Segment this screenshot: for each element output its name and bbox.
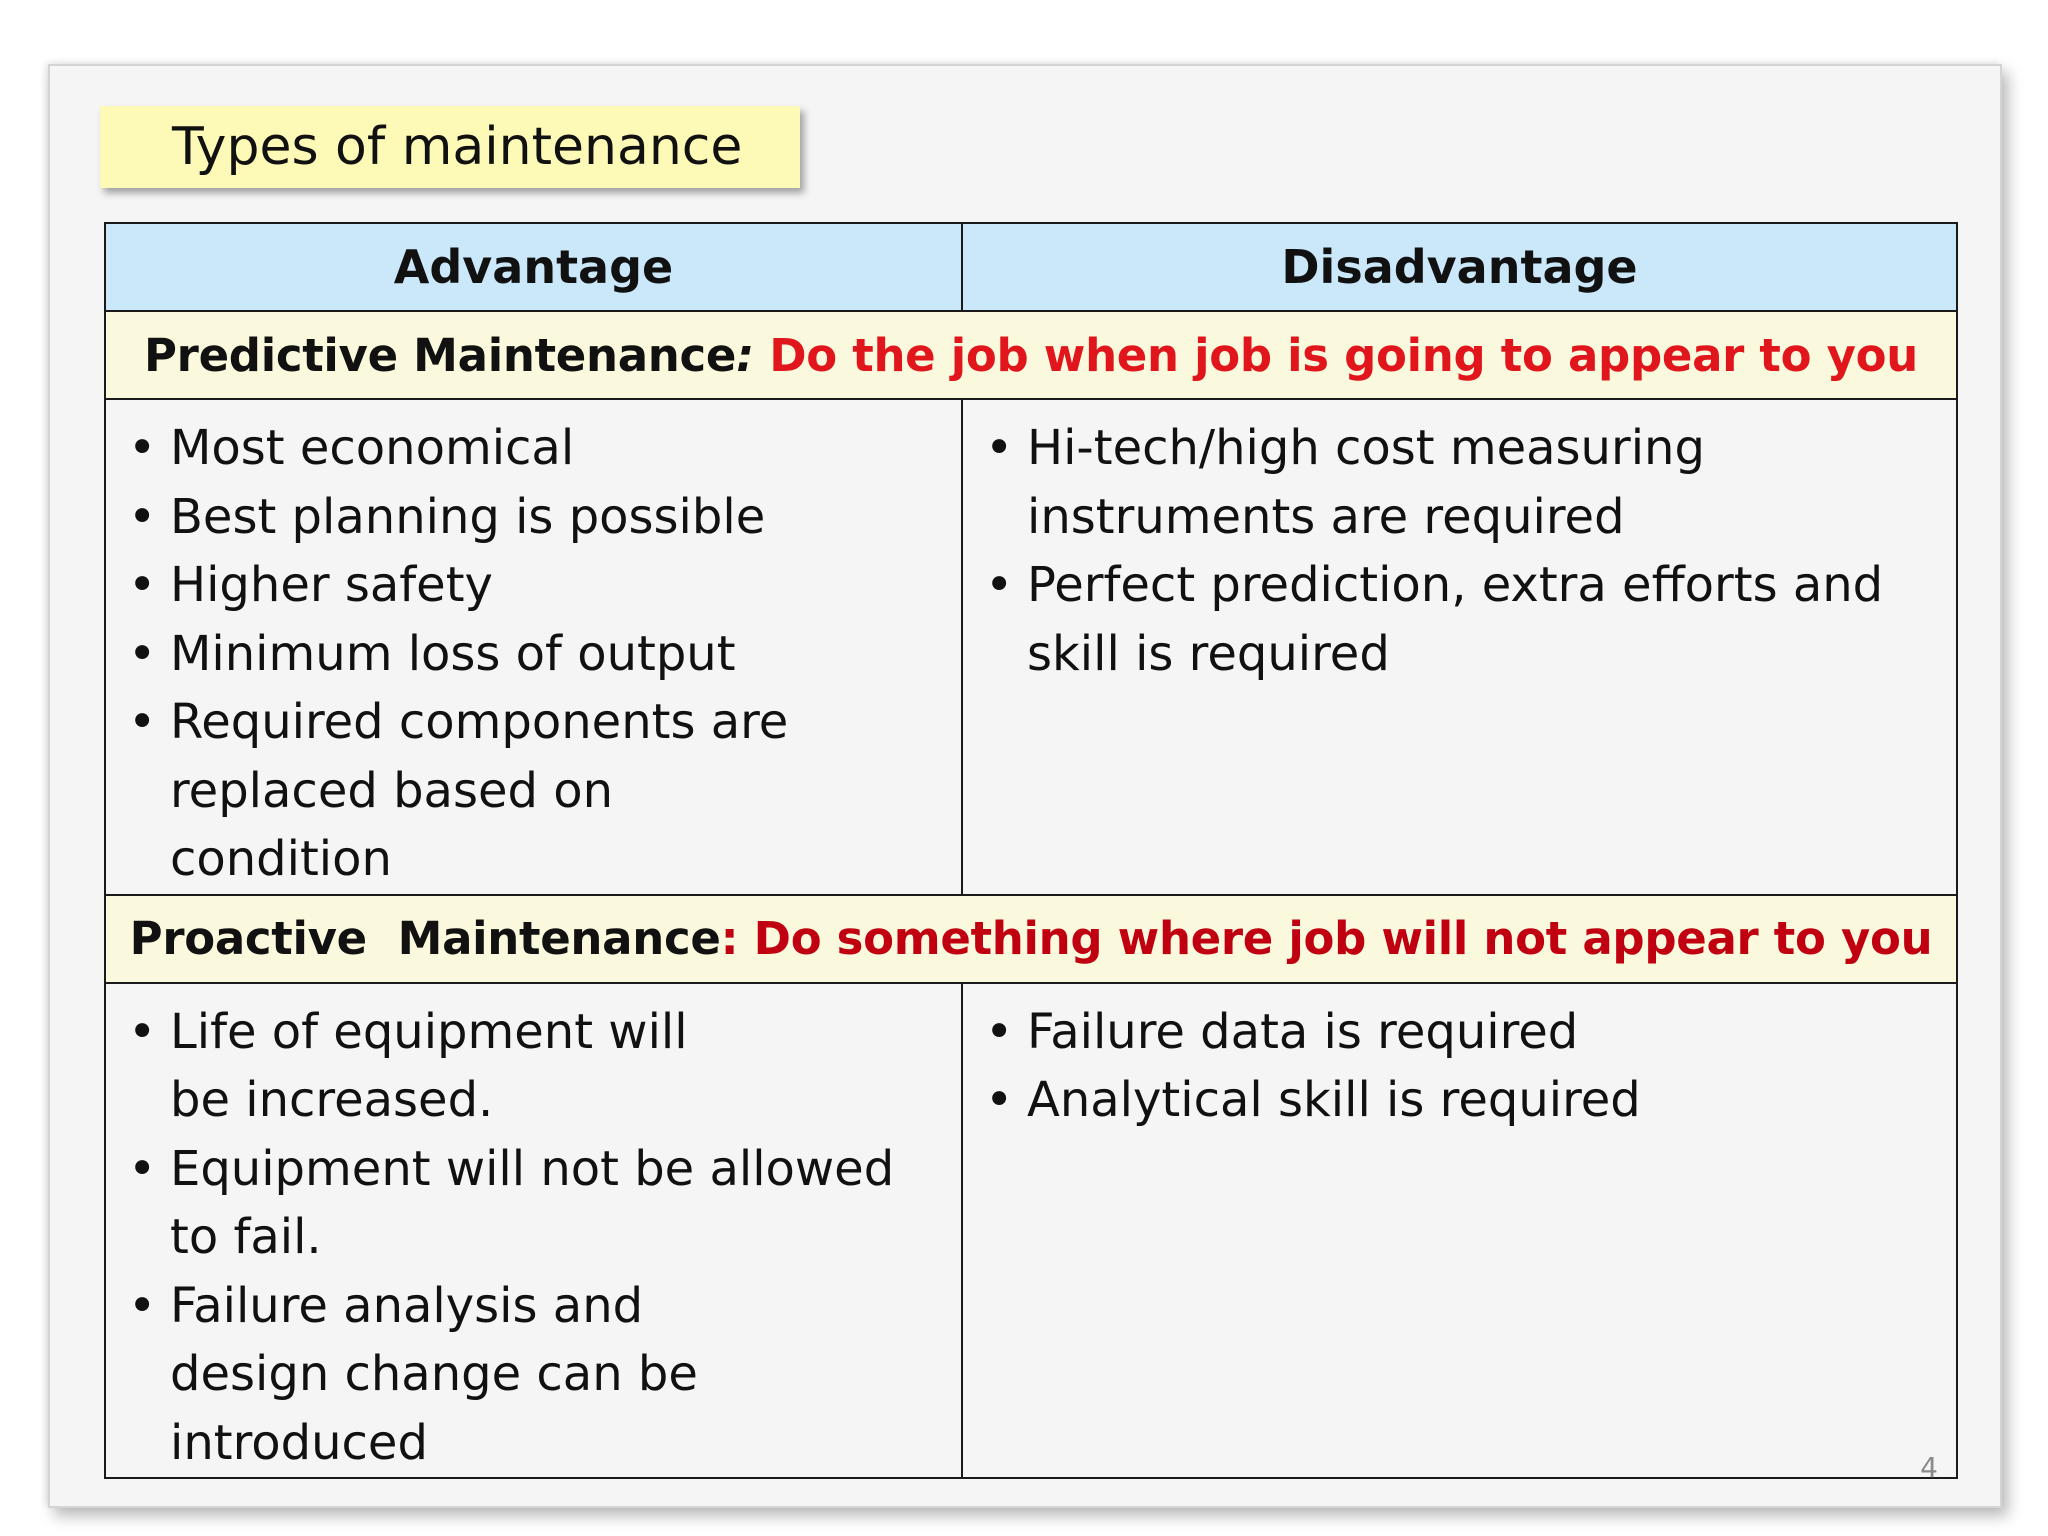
advantages-cell — [105, 983, 962, 1479]
list-item: • Life of equipment will be increased. — [128, 998, 961, 1135]
advantages-list — [106, 984, 961, 1478]
comparison-table — [104, 222, 1958, 1479]
section-body-proactive — [105, 983, 1957, 1479]
list-item: • Equipment will not be allowed to fail. — [128, 1135, 961, 1272]
list-item: • Perfect prediction, extra efforts and skill is required — [985, 551, 1956, 688]
advantages-cell — [105, 399, 962, 895]
advantages-list — [106, 400, 961, 894]
section-label: Predictive Maintenance — [144, 328, 737, 382]
slide — [48, 64, 2002, 1508]
section-band-proactive — [105, 895, 1957, 983]
list-item: • Best planning is possible — [128, 483, 961, 552]
list-item: • Most economical — [128, 414, 961, 483]
page-number: 4 — [1920, 1451, 1938, 1484]
section-description: Do something where job will not appear to you — [753, 912, 1933, 965]
section-label: Proactive Maintenance — [129, 912, 721, 965]
list-item: • Higher safety — [128, 551, 961, 620]
section-title — [105, 895, 1957, 983]
disadvantages-list — [963, 400, 1956, 688]
list-item: • Failure data is required — [985, 998, 1956, 1067]
section-description: Do the job when job is going to appear to you — [769, 328, 1918, 382]
table-header-row — [105, 223, 1957, 311]
header-advantage: Advantage — [105, 223, 962, 311]
list-item: • Hi-tech/high cost measuring instruments are required — [985, 414, 1956, 551]
section-separator: : — [720, 912, 754, 965]
disadvantages-cell — [962, 399, 1957, 895]
list-item: • Required components are replaced based on condition — [128, 688, 961, 894]
section-band-predictive — [105, 311, 1957, 399]
list-item: • Failure analysis and design change can be introduced — [128, 1272, 961, 1478]
section-title — [105, 311, 1957, 399]
disadvantages-cell — [962, 983, 1957, 1479]
section-separator: : — [736, 328, 770, 382]
list-item: • Minimum loss of output — [128, 620, 961, 689]
section-body-predictive — [105, 399, 1957, 895]
header-disadvantage: Disadvantage — [962, 223, 1957, 311]
disadvantages-list — [963, 984, 1956, 1135]
slide-title: Types of maintenance — [100, 106, 800, 188]
list-item: • Analytical skill is required — [985, 1066, 1956, 1135]
